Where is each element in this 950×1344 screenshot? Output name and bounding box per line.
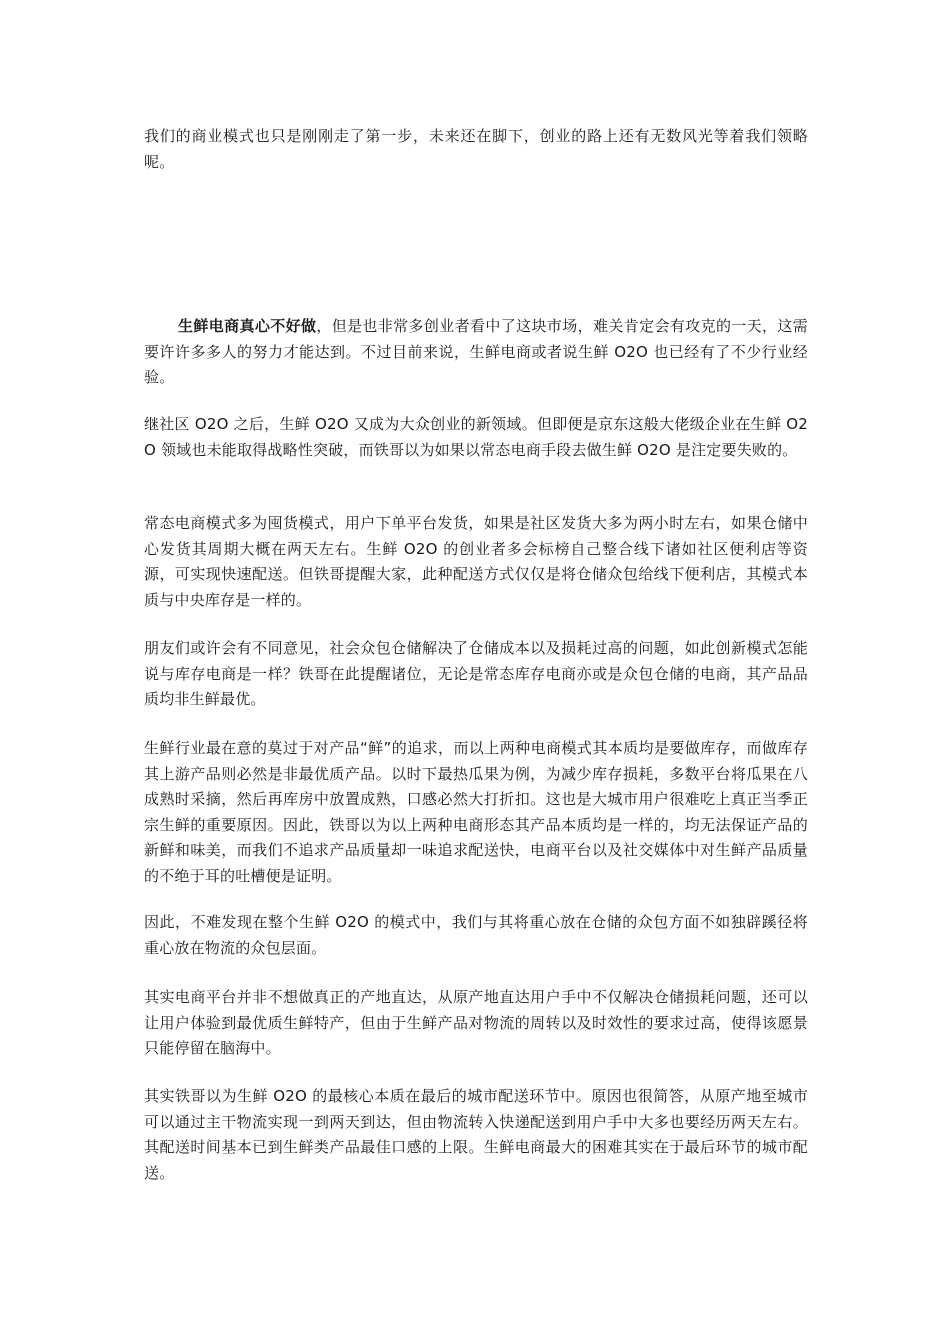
intro-paragraph: 我们的商业模式也只是刚刚走了第一步，未来还在脚下，创业的路上还有无数风光等着我们领略呢。 <box>144 127 808 171</box>
body-paragraph: 其实电商平台并非不想做真正的产地直达，从原产地直达用户手中不仅解决仓储损耗问题，还可以让用户体验到最优质生鲜特产，但由于生鲜产品对物流的周转以及时效性的要求过高，使得该愿景只能停留在脑海中。 <box>144 988 808 1057</box>
lead-paragraph <box>144 314 808 391</box>
lead-rest-text: ，但是也非常多创业者看中了这块市场，难关肯定会有攻克的一天，这需要许许多多人的努力才能达到。不过目前来说，生鲜电商或者说生鲜 O2O 也已经有了不少行业经验。 <box>144 317 808 386</box>
body-paragraph: 其实铁哥以为生鲜 O2O 的最核心本质在最后的城市配送环节中。原因也很简答，从原产地至城市可以通过主干物流实现一到两天到达，但由物流转入快递配送到用户手中大多也要经历两天左右。其配送时间基本已到生鲜类产品最佳口感的上限。生鲜电商最大的困难其实在于最后环节的城市配送。 <box>144 1087 808 1182</box>
body-paragraph: 常态电商模式多为囤货模式，用户下单平台发货，如果是社区发货大多为两小时左右，如果仓储中心发货其周期大概在两天左右。生鲜 O2O 的创业者多会标榜自己整合线下诸如社区便利店等资源，可实现快速配送。但铁哥提醒大家，此种配送方式仅仅是将仓储众包给线下便利店，其模式本质与中央库存是一样的。 <box>144 514 808 609</box>
body-paragraph: 因此，不难发现在整个生鲜 O2O 的模式中，我们与其将重心放在仓储的众包方面不如独辟蹊径将重心放在物流的众包层面。 <box>144 913 808 957</box>
body-paragraph: 继社区 O2O 之后，生鲜 O2O 又成为大众创业的新领域。但即便是京东这般大佬级企业在生鲜 O2O 领域也未能取得战略性突破，而铁哥以为如果以常态电商手段去做生鲜 O2O 是注定要失败的。 <box>144 415 808 459</box>
body-paragraph: 生鲜行业最在意的莫过于对产品“鲜”的追求，而以上两种电商模式其本质均是要做库存，而做库存其上游产品则必然是非最优质产品。以时下最热瓜果为例，为减少库存损耗，多数平台将瓜果在八成熟时采摘，然后再库房中放置成熟，口感必然大打折扣。这也是大城市用户很难吃上真正当季正宗生鲜的重要原因。因此，铁哥以为以上两种电商形态其产品本质均是一样的，均无法保证产品的新鲜和味美，而我们不追求产品质量却一味追求配送快，电商平台以及社交媒体中对生鲜产品质量的不绝于耳的吐槽便是证明。 <box>144 739 808 885</box>
body-paragraph: 朋友们或许会有不同意见，社会众包仓储解决了仓储成本以及损耗过高的问题，如此创新模式怎能说与库存电商是一样？铁哥在此提醒诸位，无论是常态库存电商亦或是众包仓储的电商，其产品品质均非生鲜最优。 <box>144 639 808 708</box>
lead-bold-text: 生鲜电商真心不好做 <box>178 317 317 335</box>
